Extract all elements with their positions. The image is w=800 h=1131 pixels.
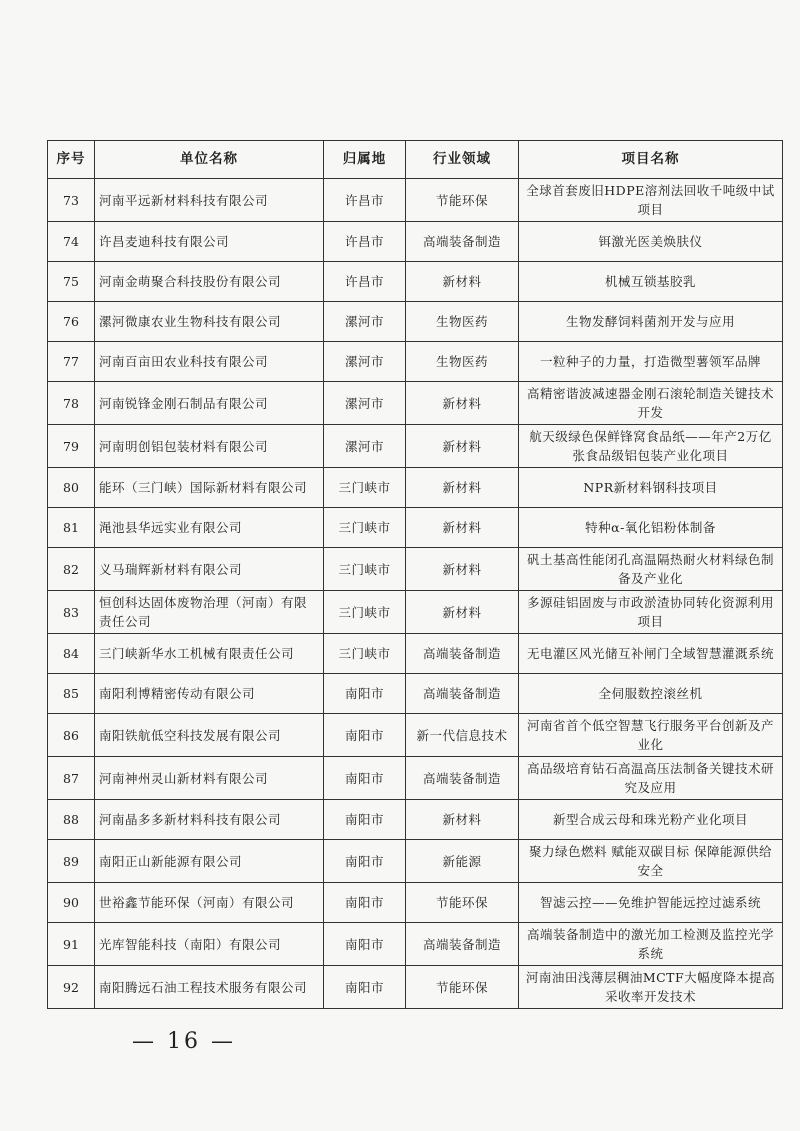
project-name-cell: 铒激光医美焕肤仪 <box>519 222 783 262</box>
industry-cell: 高端装备制造 <box>406 674 519 714</box>
unit-name-cell: 河南锐锋金刚石制品有限公司 <box>95 382 324 425</box>
table-row <box>48 179 783 222</box>
row-number: 86 <box>48 714 95 757</box>
city-cell: 南阳市 <box>324 714 406 757</box>
project-name-cell: 高精密谐波减速器金刚石滚轮制造关键技术开发 <box>519 382 783 425</box>
industry-cell: 高端装备制造 <box>406 757 519 800</box>
industry-cell: 高端装备制造 <box>406 634 519 674</box>
unit-name-cell: 南阳利博精密传动有限公司 <box>95 674 324 714</box>
row-number: 76 <box>48 302 95 342</box>
table-body <box>48 179 783 1009</box>
table-row <box>48 840 783 883</box>
project-name-cell: 全伺服数控滚丝机 <box>519 674 783 714</box>
city-cell: 三门峡市 <box>324 634 406 674</box>
table-row <box>48 468 783 508</box>
project-name-cell: 全球首套废旧HDPE溶剂法回收千吨级中试项目 <box>519 179 783 222</box>
table-row <box>48 800 783 840</box>
table-row <box>48 262 783 302</box>
row-number: 73 <box>48 179 95 222</box>
table-row <box>48 757 783 800</box>
project-name-cell: 矾土基高性能闭孔高温隔热耐火材料绿色制备及产业化 <box>519 548 783 591</box>
row-number: 74 <box>48 222 95 262</box>
project-name-cell: 河南油田浅薄层稠油MCTF大幅度降本提高采收率开发技术 <box>519 966 783 1009</box>
table-row <box>48 883 783 923</box>
row-number: 90 <box>48 883 95 923</box>
header-unit-name: 单位名称 <box>95 141 324 179</box>
city-cell: 南阳市 <box>324 923 406 966</box>
unit-name-cell: 河南晶多多新材料科技有限公司 <box>95 800 324 840</box>
city-cell: 漯河市 <box>324 425 406 468</box>
city-cell: 南阳市 <box>324 840 406 883</box>
table-row <box>48 222 783 262</box>
row-number: 92 <box>48 966 95 1009</box>
row-number: 91 <box>48 923 95 966</box>
city-cell: 许昌市 <box>324 222 406 262</box>
industry-cell: 新材料 <box>406 382 519 425</box>
industry-cell: 新材料 <box>406 508 519 548</box>
table-row <box>48 382 783 425</box>
city-cell: 南阳市 <box>324 883 406 923</box>
table-row <box>48 425 783 468</box>
industry-cell: 新材料 <box>406 425 519 468</box>
city-cell: 南阳市 <box>324 674 406 714</box>
row-number: 77 <box>48 342 95 382</box>
project-name-cell: 机械互锁基胶乳 <box>519 262 783 302</box>
city-cell: 漯河市 <box>324 302 406 342</box>
unit-name-cell: 世裕鑫节能环保（河南）有限公司 <box>95 883 324 923</box>
unit-name-cell: 光库智能科技（南阳）有限公司 <box>95 923 324 966</box>
unit-name-cell: 河南百亩田农业科技有限公司 <box>95 342 324 382</box>
unit-name-cell: 河南平远新材料科技有限公司 <box>95 179 324 222</box>
industry-cell: 生物医药 <box>406 342 519 382</box>
project-name-cell: 智滤云控——免维护智能远控过滤系统 <box>519 883 783 923</box>
city-cell: 三门峡市 <box>324 591 406 634</box>
table-header-row <box>48 141 783 179</box>
row-number: 82 <box>48 548 95 591</box>
unit-name-cell: 河南明创铝包装材料有限公司 <box>95 425 324 468</box>
table-row <box>48 508 783 548</box>
unit-name-cell: 南阳铁航低空科技发展有限公司 <box>95 714 324 757</box>
header-project-name: 项目名称 <box>519 141 783 179</box>
project-name-cell: 无电灌区风光储互补闸门全域智慧灌溉系统 <box>519 634 783 674</box>
city-cell: 许昌市 <box>324 262 406 302</box>
unit-name-cell: 河南神州灵山新材料有限公司 <box>95 757 324 800</box>
header-city: 归属地 <box>324 141 406 179</box>
table-row <box>48 714 783 757</box>
table-row <box>48 591 783 634</box>
project-name-cell: 高品级培育钻石高温高压法制备关键技术研究及应用 <box>519 757 783 800</box>
industry-cell: 新能源 <box>406 840 519 883</box>
city-cell: 南阳市 <box>324 800 406 840</box>
table-row <box>48 342 783 382</box>
row-number: 89 <box>48 840 95 883</box>
project-name-cell: 聚力绿色燃料 赋能双碳目标 保障能源供给安全 <box>519 840 783 883</box>
table-row <box>48 634 783 674</box>
unit-name-cell: 南阳腾远石油工程技术服务有限公司 <box>95 966 324 1009</box>
unit-name-cell: 三门峡新华水工机械有限责任公司 <box>95 634 324 674</box>
project-name-cell: 高端装备制造中的激光加工检测及监控光学系统 <box>519 923 783 966</box>
table-row <box>48 923 783 966</box>
project-name-cell: 多源硅铝固废与市政淤渣协同转化资源利用项目 <box>519 591 783 634</box>
project-name-cell: 生物发酵饲料菌剂开发与应用 <box>519 302 783 342</box>
city-cell: 三门峡市 <box>324 548 406 591</box>
row-number: 75 <box>48 262 95 302</box>
row-number: 84 <box>48 634 95 674</box>
industry-cell: 新材料 <box>406 262 519 302</box>
row-number: 79 <box>48 425 95 468</box>
project-name-cell: 一粒种子的力量，打造微型薯领军品牌 <box>519 342 783 382</box>
project-list-table <box>47 140 783 1009</box>
industry-cell: 高端装备制造 <box>406 923 519 966</box>
city-cell: 南阳市 <box>324 757 406 800</box>
city-cell: 漯河市 <box>324 382 406 425</box>
row-number: 78 <box>48 382 95 425</box>
row-number: 83 <box>48 591 95 634</box>
row-number: 88 <box>48 800 95 840</box>
industry-cell: 节能环保 <box>406 883 519 923</box>
industry-cell: 高端装备制造 <box>406 222 519 262</box>
project-name-cell: 河南省首个低空智慧飞行服务平台创新及产业化 <box>519 714 783 757</box>
industry-cell: 新材料 <box>406 548 519 591</box>
unit-name-cell: 河南金萌聚合科技股份有限公司 <box>95 262 324 302</box>
table-row <box>48 548 783 591</box>
city-cell: 三门峡市 <box>324 508 406 548</box>
city-cell: 许昌市 <box>324 179 406 222</box>
table-row <box>48 966 783 1009</box>
project-name-cell: NPR新材料钢科技项目 <box>519 468 783 508</box>
unit-name-cell: 南阳正山新能源有限公司 <box>95 840 324 883</box>
unit-name-cell: 漯河微康农业生物科技有限公司 <box>95 302 324 342</box>
city-cell: 南阳市 <box>324 966 406 1009</box>
industry-cell: 新材料 <box>406 468 519 508</box>
city-cell: 漯河市 <box>324 342 406 382</box>
unit-name-cell: 能环（三门峡）国际新材料有限公司 <box>95 468 324 508</box>
unit-name-cell: 恒创科达固体废物治理（河南）有限责任公司 <box>95 591 324 634</box>
header-industry: 行业领域 <box>406 141 519 179</box>
table-row <box>48 302 783 342</box>
industry-cell: 节能环保 <box>406 179 519 222</box>
city-cell: 三门峡市 <box>324 468 406 508</box>
industry-cell: 生物医药 <box>406 302 519 342</box>
unit-name-cell: 义马瑞辉新材料有限公司 <box>95 548 324 591</box>
table-row <box>48 674 783 714</box>
industry-cell: 新一代信息技术 <box>406 714 519 757</box>
unit-name-cell: 渑池县华远实业有限公司 <box>95 508 324 548</box>
project-name-cell: 特种α-氧化铝粉体制备 <box>519 508 783 548</box>
industry-cell: 新材料 <box>406 800 519 840</box>
row-number: 87 <box>48 757 95 800</box>
header-no: 序号 <box>48 141 95 179</box>
industry-cell: 节能环保 <box>406 966 519 1009</box>
project-name-cell: 航天级绿色保鲜锋窝食品纸——年产2万亿张食品级铝包装产业化项目 <box>519 425 783 468</box>
page-number: — 16 — <box>132 1029 236 1054</box>
row-number: 85 <box>48 674 95 714</box>
unit-name-cell: 许昌麦迪科技有限公司 <box>95 222 324 262</box>
row-number: 81 <box>48 508 95 548</box>
row-number: 80 <box>48 468 95 508</box>
project-name-cell: 新型合成云母和珠光粉产业化项目 <box>519 800 783 840</box>
industry-cell: 新材料 <box>406 591 519 634</box>
